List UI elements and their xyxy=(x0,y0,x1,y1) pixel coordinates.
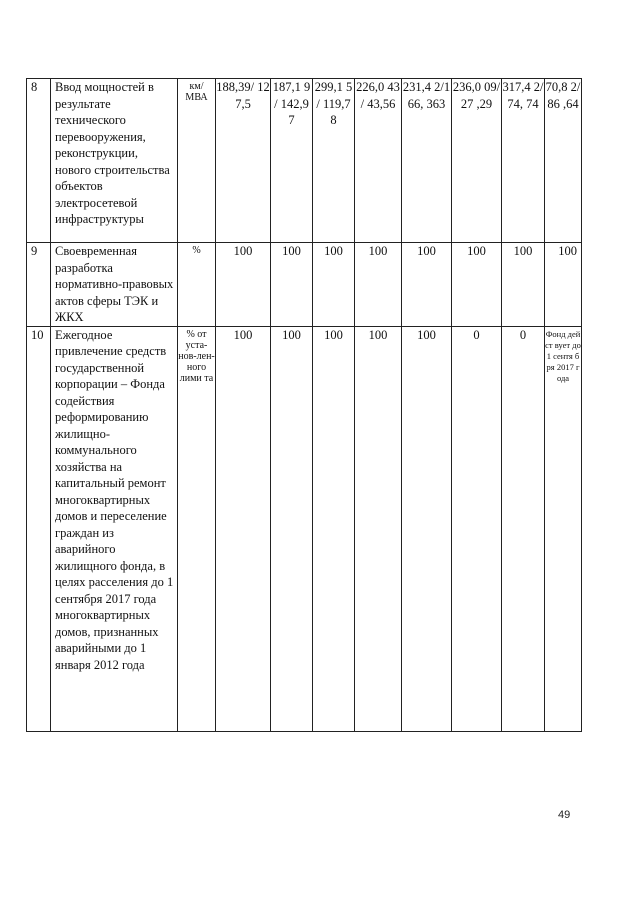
unit-cell: км/ МВА xyxy=(178,79,216,243)
value-cell: 100 xyxy=(216,243,271,327)
value-cell: 299,1 5 / 119,7 8 xyxy=(313,79,355,243)
indicators-table xyxy=(26,78,582,732)
table-row xyxy=(27,326,582,731)
row-number: 8 xyxy=(27,79,51,243)
row-number: 10 xyxy=(27,326,51,731)
unit-cell: % xyxy=(178,243,216,327)
value-cell: 100 xyxy=(313,243,355,327)
value-cell: 70,8 2/86 ,64 xyxy=(545,79,582,243)
value-cell: 100 xyxy=(355,243,402,327)
value-cell: 100 xyxy=(545,243,582,327)
indicator-name: Ввод мощностей в результате технического перевооружения, реконструкции, нового строительства объектов электросетевой инфраструктуры xyxy=(51,79,178,243)
value-cell: 100 xyxy=(452,243,502,327)
value-cell: 0 xyxy=(452,326,502,731)
page-number: 49 xyxy=(558,809,571,821)
note-cell: Фонд дейст вует до 1 сентя б ря 2017 года xyxy=(545,326,582,731)
indicator-name: Ежегодное привлечение средств государственной корпорации – Фонда содействия реформированию жилищно-коммунального хозяйства на капитальный ремонт многоквартирных домов и переселение граждан из аварийного жилищного фонда, в целях расселения до 1 сентября 2017 года многоквартирных домов, признанных аварийными до 1 января 2012 года xyxy=(51,326,178,731)
unit-cell: % от уста-нов-лен-ного лими та xyxy=(178,326,216,731)
table-row xyxy=(27,79,582,243)
row-number: 9 xyxy=(27,243,51,327)
value-cell: 100 xyxy=(502,243,545,327)
value-cell: 0 xyxy=(502,326,545,731)
value-cell: 100 xyxy=(402,326,452,731)
value-cell: 100 xyxy=(216,326,271,731)
value-cell: 231,4 2/166, 363 xyxy=(402,79,452,243)
value-cell: 100 xyxy=(271,243,313,327)
value-cell: 317,4 2/74, 74 xyxy=(502,79,545,243)
value-cell: 100 xyxy=(355,326,402,731)
value-cell: 187,1 9 / 142,9 7 xyxy=(271,79,313,243)
value-cell: 226,0 43 / 43,56 xyxy=(355,79,402,243)
value-cell: 100 xyxy=(313,326,355,731)
value-cell: 236,0 09/27 ,29 xyxy=(452,79,502,243)
indicator-name: Своевременная разработка нормативно-правовых актов сферы ТЭК и ЖКХ xyxy=(51,243,178,327)
value-cell: 100 xyxy=(271,326,313,731)
table-row xyxy=(27,243,582,327)
value-cell: 100 xyxy=(402,243,452,327)
value-cell: 188,39/ 127,5 xyxy=(216,79,271,243)
